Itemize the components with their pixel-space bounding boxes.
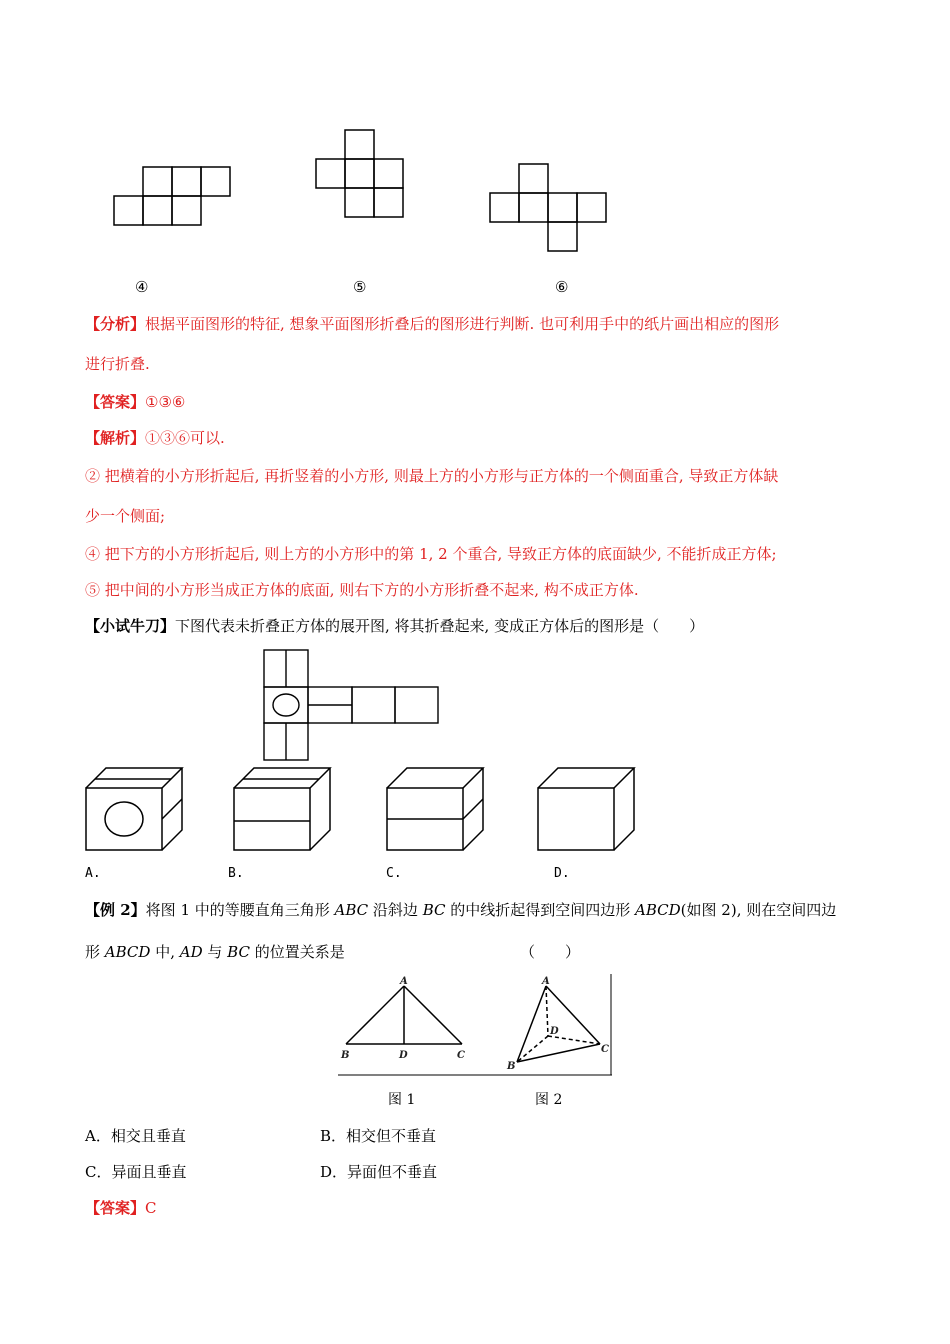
fig1-label-c: C — [457, 1050, 465, 1061]
example2-abcd: ABCD — [635, 901, 681, 919]
triangle-figures — [336, 972, 614, 1078]
fig1-label-b: B — [341, 1050, 350, 1061]
practice-option-c[interactable]: C. — [386, 866, 402, 881]
explanation-line-1 — [85, 428, 225, 448]
explanation-item-2-line-2: 少一个侧面; — [85, 507, 166, 525]
net-4-figure — [110, 162, 235, 228]
example2-ad: AD — [179, 943, 203, 961]
net-label-4: ④ — [135, 278, 149, 296]
example2-bc: BC — [422, 901, 446, 919]
example2-option-a[interactable]: A．相交且垂直 — [85, 1127, 186, 1145]
answer-2-text: C — [145, 1199, 157, 1217]
practice-question — [85, 616, 704, 636]
fig2-label-b: B — [507, 1061, 516, 1072]
cube-option-c[interactable] — [385, 766, 487, 854]
example2-abcd-2: ABCD — [104, 943, 151, 961]
example2-text-f: 中, — [150, 943, 180, 961]
cube-net-figure — [262, 648, 442, 763]
fig2-caption: 图 2 — [535, 1092, 563, 1108]
example2-bc-2: BC — [227, 943, 250, 961]
example2-line-1 — [85, 900, 836, 920]
analysis-tag: 【分析】 — [85, 315, 146, 333]
cube-option-d[interactable] — [536, 766, 638, 854]
fig1-label-d: D — [399, 1050, 408, 1061]
practice-text: 下图代表未折叠正方体的展开图, 将其折叠起来, 变成正方体后的图形是（ ） — [175, 617, 705, 635]
explanation-item-4: ④ 把下方的小方形折起后, 则上方的小方形中的第 1, 2 个重合, 导致正方体的底面缺少, 不能折成正方体; — [85, 545, 777, 563]
fig2-label-d: D — [550, 1026, 559, 1037]
example2-tag: 【例 2】 — [85, 901, 146, 919]
example2-option-d[interactable]: D．异面但不垂直 — [320, 1163, 438, 1181]
explanation-item-5: ⑤ 把中间的小方形当成正方体的底面, 则右下方的小方形折叠不起来, 构不成正方体. — [85, 581, 639, 599]
practice-option-a[interactable]: A. — [85, 866, 101, 881]
net-label-5: ⑤ — [353, 278, 367, 296]
example2-option-c[interactable]: C．异面且垂直 — [85, 1163, 187, 1181]
fig1-label-a: A — [400, 976, 408, 987]
cube-option-a[interactable] — [84, 766, 186, 854]
answer-1 — [85, 392, 185, 412]
cube-option-b[interactable] — [232, 766, 334, 854]
answer-1-text: ①③⑥ — [145, 393, 186, 411]
fig2-label-a: A — [542, 976, 550, 987]
practice-tag: 【小试牛刀】 — [85, 617, 176, 635]
explanation-tag: 【解析】 — [85, 429, 146, 447]
explanation-text: ①③⑥可以. — [145, 429, 225, 447]
practice-option-d[interactable]: D. — [554, 866, 570, 881]
explanation-item-2-line-1: ② 把横着的小方形折起后, 再折竖着的小方形, 则最上方的小方形与正方体的一个侧面重合, 导致正方体缺 — [85, 467, 779, 485]
answer-2-tag: 【答案】 — [85, 1199, 146, 1217]
net-5-figure — [312, 126, 407, 220]
fig1-caption: 图 1 — [388, 1092, 416, 1108]
example2-text-d: (如图 2), 则在空间四边 — [680, 901, 837, 919]
analysis-line-1 — [85, 314, 779, 334]
example2-text-g: 与 — [202, 943, 228, 961]
example2-text-a: 将图 1 中的等腰直角三角形 — [145, 901, 335, 919]
answer-1-tag: 【答案】 — [85, 393, 146, 411]
analysis-text: 根据平面图形的特征, 想象平面图形折叠后的图形进行判断. 也可利用手中的纸片画出相应的图形 — [145, 315, 780, 333]
net-label-6: ⑥ — [555, 278, 569, 296]
example2-option-b[interactable]: B．相交但不垂直 — [320, 1127, 437, 1145]
example2-text-c: 的中线折起得到空间四边形 — [445, 901, 636, 919]
example2-abc: ABC — [334, 901, 369, 919]
fig2-label-c: C — [601, 1044, 609, 1055]
example2-blank: （ ） — [520, 943, 581, 961]
example2-text-h: 的位置关系是 — [249, 943, 345, 961]
practice-option-b[interactable]: B. — [228, 866, 244, 881]
analysis-line-2: 进行折叠. — [85, 355, 150, 373]
example2-text-b: 沿斜边 — [368, 901, 423, 919]
answer-2 — [85, 1198, 157, 1218]
net-6-figure — [486, 160, 610, 254]
example2-line-2 — [85, 942, 345, 962]
example2-text-e: 形 — [85, 943, 105, 961]
